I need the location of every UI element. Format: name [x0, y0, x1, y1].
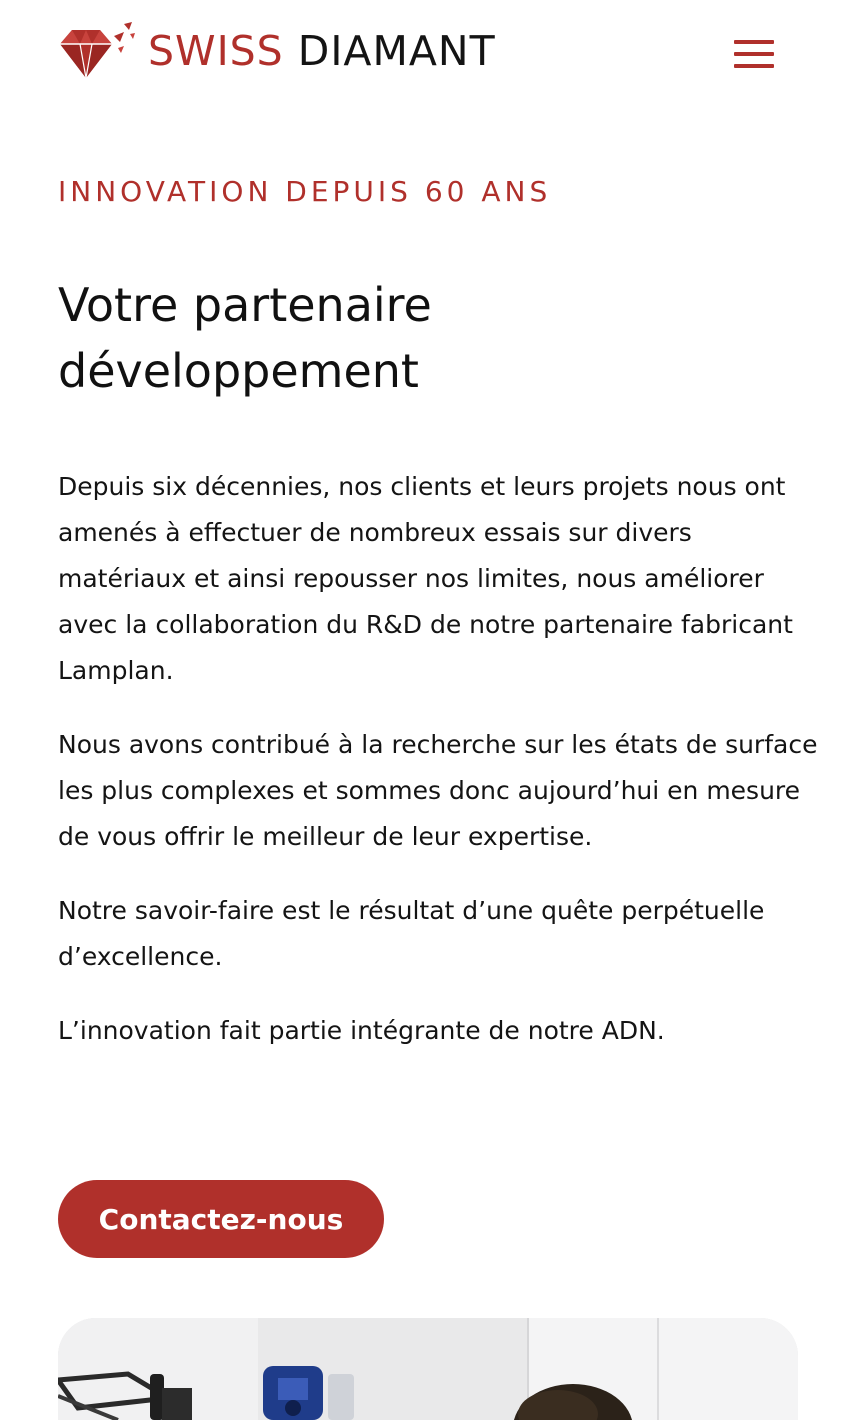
workshop-photo	[58, 1318, 798, 1420]
paragraph: L’innovation fait partie intégrante de notre ADN.	[58, 1016, 665, 1045]
menu-bar	[734, 64, 774, 68]
paragraph: Depuis six décennies, nos clients et leurs projets nous ont amenés à effectuer de nombreux essais sur divers matériaux et ainsi repousser nos limites, nous améliorer avec la collaboration du R&D de notre partenaire fabricant Lamplan.	[58, 472, 793, 685]
workshop-photo-illustration	[58, 1318, 798, 1420]
intro-text	[58, 464, 818, 1082]
site-header	[0, 0, 856, 110]
contact-button[interactable]: Contactez-nous	[58, 1180, 384, 1258]
logo-text-primary: SWISS	[148, 27, 284, 75]
paragraph: Notre savoir-faire est le résultat d’une quête perpétuelle d’excellence.	[58, 896, 765, 971]
logo-text-secondary: DIAMANT	[297, 27, 496, 75]
section-eyebrow: INNOVATION DEPUIS 60 ANS	[58, 175, 552, 208]
hamburger-menu-icon[interactable]	[728, 34, 780, 74]
menu-bar	[734, 40, 774, 44]
menu-bar	[734, 52, 774, 56]
site-logo[interactable]	[58, 20, 496, 82]
paragraph: Nous avons contribué à la recherche sur les états de surface les plus complexes et sommes donc aujourd’hui en mesure de vous offrir le meilleur de leur expertise.	[58, 730, 818, 851]
diamond-logo-icon	[58, 20, 136, 82]
logo-wordmark	[148, 20, 496, 82]
page-title: Votre partenaire développement	[58, 278, 432, 398]
